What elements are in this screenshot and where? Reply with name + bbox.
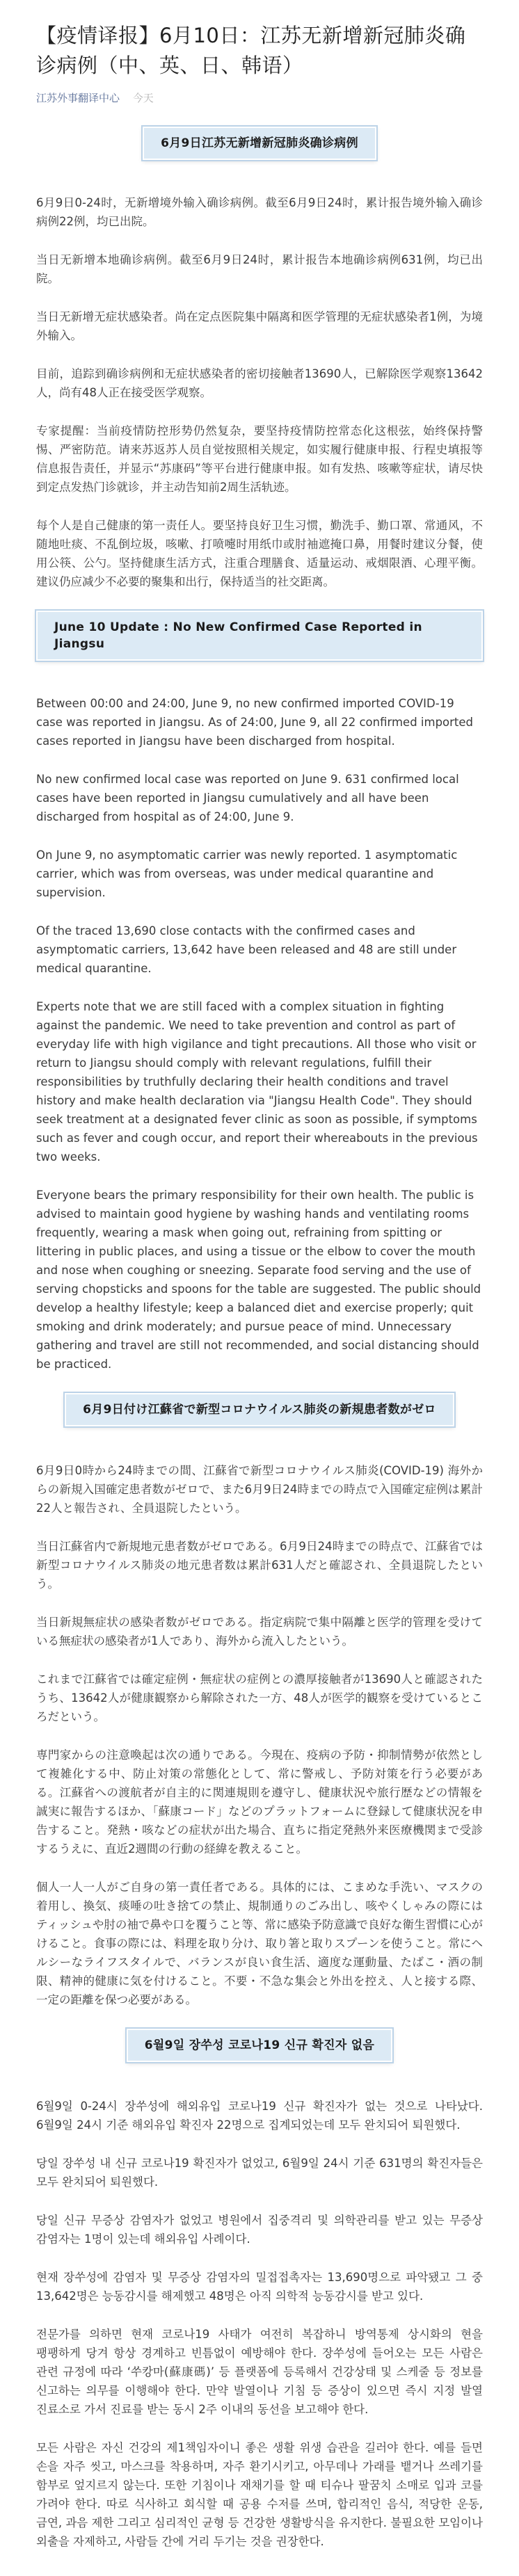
korean-section [36, 2097, 483, 2551]
article-meta [36, 90, 483, 106]
english-paragraph: Everyone bears the primary responsibility for their own health. The public is advised to maintain good hygiene by washing hands and ventilating rooms frequently, wearing a mask when going out, refraining from spitting or littering in public places, and using a tissue or the elbow to cover the mouth and nose when coughing or sneezing. Separate food serving and the use of serving chopsticks and spoons for the table are suggested. The public should develop a healthy lifestyle; keep a balanced diet and exercise properly; quit smoking and drink moderately; and pursue peace of mind. Unnecessary gathering and travel are still not recommended, and social distancing should be practiced. [36, 1189, 481, 1371]
japanese-paragraph: 6月9日0時から24時までの間、江蘇省で新型コロナウイルス肺炎(COVID-19) 海外からの新規入国確定患者数がゼロで、また6月9日24時までの時点で入国確定症例は累計22人と報告され、全員退院したという。 [36, 1464, 483, 1515]
account-name-link[interactable]: 江苏外事翻译中心 [36, 92, 120, 104]
japanese-paragraph: 専門家からの注意喚起は次の通りである。今現在、疫病の予防・抑制情勢が依然として複雑化する中、防止対策の常態化として、常に警戒し、予防対策を行う必要がある。江蘇省への渡航者が自主的に関連規則を遵守し、健康状況や旅行歴などの情報を誠実に報告するほか、「蘇康コード」などのプラットフォームに登録して健康状況を申告すること。発熱・咳などの症状が出た場合、直ちに指定発熱外来医療機関まで受診するうえに、直近2週間の行動の経緯を教えること。 [36, 1748, 483, 1855]
english-heading-wrap [36, 611, 483, 661]
chinese-section-heading: 6月9日江苏无新增新冠肺炎确诊病例 [143, 127, 376, 160]
chinese-paragraph: 当日无新增本地确诊病例。截至6月9日24时，累计报告本地确诊病例631例，均已出院。 [36, 253, 483, 285]
chinese-paragraph: 当日无新增无症状感染者。尚在定点医院集中隔离和医学管理的无症状感染者1例，为境外输入。 [36, 310, 483, 342]
chinese-heading-wrap [36, 127, 483, 160]
japanese-heading-wrap [36, 1393, 483, 1426]
japanese-section [36, 1461, 483, 2009]
english-section-heading: June 10 Update : No New Confirmed Case Reported in Jiangsu [36, 611, 483, 661]
korean-paragraph: 전문가를 의하면 현재 코로나19 사태가 여전히 복잡하니 방역통제 상시화의 현을 팽팽하게 당겨 항상 경계하고 빈틈없이 예방해야 한다. 장쑤성에 들어오는 모든 사람은 관련 규정에 따라 ‘쑤캉마(蘇康碼)’ 등 플랫폼에 등록해서 건강상태 및 스케줄 등 정보를 신고하는 의무를 이행해야 한다. 만약 발열이나 기침 등 증상이 있으면 즉시 지정 발열 진료소로 가서 진료를 받는 동시 2주 이내의 동선을 보고해야 한다. [36, 2328, 483, 2416]
english-paragraph: Experts note that we are still faced with a complex situation in fighting against the pandemic. We need to take prevention and control as part of everyday life with high vigilance and tight precautions. All those who visit or return to Jiangsu should comply with relevant regulations, fulfill their responsibilities by truthfully declaring their health conditions and travel history and make health declaration via "Jiangsu Health Code". They should seek treatment at a designated fever clinic as soon as possible, if symptoms such as fever and cough occur, and report their whereabouts in the previous two weeks. [36, 1000, 478, 1164]
korean-paragraph: 당일 장쑤성 내 신규 코로나19 확진자가 없었고, 6월9일 24시 기준 631명의 확진자들은 모두 완치되어 퇴원했다. [36, 2157, 483, 2189]
chinese-paragraph: 专家提醒：当前疫情防控形势仍然复杂，要坚持疫情防控常态化这根弦，始终保持警惕、严密防范。请来苏返苏人员自觉按照相关规定，如实履行健康申报、行程史填报等信息报告责任，并显示“苏康码”等平台进行健康申报。如有发热、咳嗽等症状，请尽快到定点发热门诊就诊，并主动告知前2周生活轨迹。 [36, 424, 483, 494]
japanese-paragraph: 個人一人一人がご自身の第一責任者である。具体的には、こまめな手洗い、マスクの着用し、換気、痰唾の吐き捨ての禁止、規制通りのごみ出し、咳やくしゃみの際にはティッシュや肘の袖で鼻や口を覆うこと等、常に感染予防意識で良好な衛生習慣に心がけること。食事の際には、料理を取り分け、取り箸と取りスプーンを使うこと。常にヘルシーなライフスタイルで、バランスが良い食生活、適度な運動量、たばこ・酒の制限、精神的健康に気を付けること。不要・不急な集会と外出を控え、人と接する際、一定の距離を保つ必要がある。 [36, 1881, 484, 2006]
korean-section-heading: 6월9일 장쑤성 코로나19 신규 확진자 없음 [127, 2029, 392, 2062]
japanese-paragraph: 当日江蘇省内で新規地元患者数がゼロである。6月9日24時までの時点で、江蘇省では新型コロナウイルス肺炎の地元患者数は累計631人だと確認され、全員退院したという。 [36, 1540, 483, 1591]
english-paragraph: No new confirmed local case was reported on June 9. 631 confirmed local cases have been reported in Jiangsu cumulatively and all have been discharged from hospital as of 24:00, June 9. [36, 773, 459, 823]
korean-heading-wrap [36, 2029, 483, 2062]
korean-paragraph: 현재 장쑤성에 감염자 및 무증상 감염자의 밀접접촉자는 13,690명으로 파악됐고 그 중 13,642명은 능동감시를 해제했고 48명은 아직 의학적 능동감시를 받고 있다. [36, 2271, 483, 2303]
japanese-paragraph: 当日新規無症状の感染者数がゼロである。指定病院で集中隔離と医学的管理を受けている無症状の感染者が1人であり、海外から流入したという。 [36, 1616, 483, 1648]
publish-date: 今天 [132, 92, 154, 104]
korean-paragraph: 당일 신규 무증상 감염자가 없었고 병원에서 집중격리 및 의학관리를 받고 있는 무증상 감염자는 1명이 있는데 해외유입 사례이다. [36, 2214, 483, 2246]
korean-paragraph: 모든 사람은 자신 건강의 제1책임자이니 좋은 생활 위생 습관을 길러야 한다. 예를 들면 손을 자주 씻고, 마스크를 착용하며, 자주 환기시키고, 아무데나 가래를 뱉거나 쓰레기를 함부로 엎지르지 않는다. 또한 기침이나 재채기를 할 때 티슈나 팔꿈치 소매로 입과 코를 가려야 한다. 따로 식사하고 회식할 때 공용 수저를 쓰며, 합리적인 음식, 적당한 운동, 금연, 과음 제한 그리고 심리적인 균형 등 건강한 생활방식을 유지한다. 불필요한 모임이나 외출을 자제하고, 사람들 간에 거리 두기는 것을 권장한다. [36, 2441, 483, 2548]
japanese-paragraph: これまで江蘇省では確定症例・無症状の症例との濃厚接触者が13690人と確認されたうち、13642人が健康観察から解除された一方、48人が医学的観察を受けているところだという。 [36, 1673, 483, 1723]
english-paragraph: On June 9, no asymptomatic carrier was newly reported. 1 asymptomatic carrier, which was from overseas, was under medical quarantine and supervision. [36, 848, 458, 899]
chinese-paragraph: 目前，追踪到确诊病例和无症状感染者的密切接触者13690人，已解除医学观察13642人，尚有48人正在接受医学观察。 [36, 367, 483, 399]
article-title: 【疫情译报】6月10日：江苏无新增新冠肺炎确诊病例（中、英、日、韩语） [36, 24, 466, 77]
english-section [36, 694, 483, 1374]
chinese-paragraph: 每个人是自己健康的第一责任人。要坚持良好卫生习惯，勤洗手、勤口罩、常通风，不随地吐痰、不乱倒垃圾，咳嗽、打喷嚏时用纸巾或肘袖遮掩口鼻，用餐时建议分餐，使用公筷、公勺。坚持健康生活方式，注重合理膳食、适量运动、戒烟限酒、心理平衡。建议仍应减少不必要的聚集和出行，保持适当的社交距离。 [36, 519, 483, 588]
japanese-section-heading: 6月9日付け江蘇省で新型コロナウイルス肺炎の新規患者数がゼロ [65, 1393, 454, 1426]
chinese-paragraph: 6月9日0-24时，无新增境外输入确诊病例。截至6月9日24时，累计报告境外输入确诊病例22例，均已出院。 [36, 196, 483, 228]
chinese-section [36, 193, 483, 591]
korean-paragraph: 6월9일 0-24시 장쑤성에 해외유입 코로나19 신규 확진자가 없는 것으로 나타났다. 6월9일 24시 기준 해외유입 확진자 22명으로 집계되었는데 모두 완치되어 퇴원했다. [36, 2100, 483, 2132]
english-paragraph: Of the traced 13,690 close contacts with the confirmed cases and asymptomatic carriers, 13,642 have been released and 48 are still under medical quarantine. [36, 924, 457, 975]
english-paragraph: Between 00:00 and 24:00, June 9, no new confirmed imported COVID-19 case was reported in Jiangsu. As of 24:00, June 9, all 22 confirmed imported cases reported in Jiangsu have been discharged from hospital. [36, 697, 474, 748]
